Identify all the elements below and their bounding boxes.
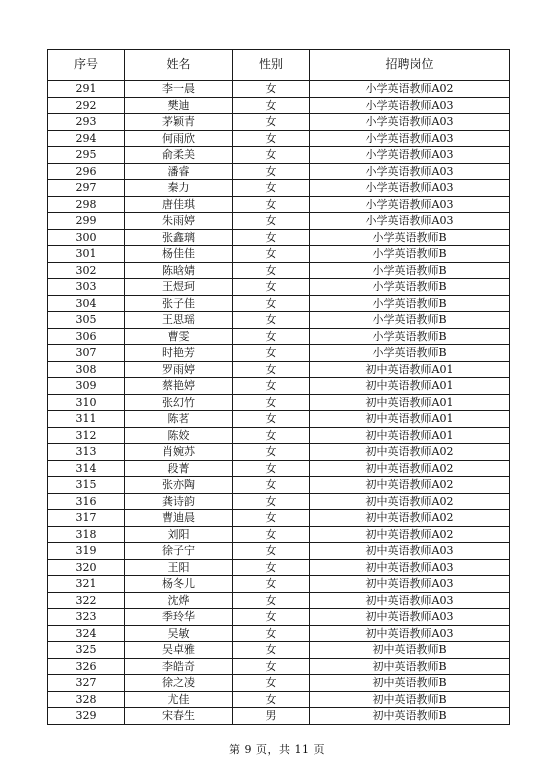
cell-position: 小学英语教师A03 [310, 196, 510, 213]
table-row [48, 81, 510, 98]
cell-position: 小学英语教师B [310, 345, 510, 362]
cell-serial-number: 304 [48, 295, 125, 312]
table-row [48, 493, 510, 510]
cell-serial-number: 316 [48, 493, 125, 510]
cell-name: 俞柔美 [125, 147, 233, 164]
cell-gender: 女 [233, 97, 310, 114]
table-row [48, 576, 510, 593]
cell-serial-number: 315 [48, 477, 125, 494]
cell-name: 李一晨 [125, 81, 233, 98]
cell-serial-number: 327 [48, 675, 125, 692]
cell-gender: 女 [233, 691, 310, 708]
cell-gender: 女 [233, 675, 310, 692]
cell-gender: 女 [233, 444, 310, 461]
table-row [48, 97, 510, 114]
cell-serial-number: 326 [48, 658, 125, 675]
header-position: 招聘岗位 [310, 50, 510, 81]
cell-gender: 女 [233, 394, 310, 411]
cell-gender: 女 [233, 328, 310, 345]
cell-position: 小学英语教师A03 [310, 97, 510, 114]
cell-gender: 女 [233, 295, 310, 312]
cell-serial-number: 328 [48, 691, 125, 708]
table-row [48, 114, 510, 131]
cell-serial-number: 299 [48, 213, 125, 230]
cell-gender: 女 [233, 229, 310, 246]
table-row [48, 592, 510, 609]
cell-serial-number: 311 [48, 411, 125, 428]
cell-gender: 女 [233, 81, 310, 98]
cell-gender: 女 [233, 427, 310, 444]
cell-name: 段菁 [125, 460, 233, 477]
header-gender: 性别 [233, 50, 310, 81]
cell-gender: 女 [233, 345, 310, 362]
table-row [48, 394, 510, 411]
cell-name: 罗雨婷 [125, 361, 233, 378]
cell-name: 蔡艳婷 [125, 378, 233, 395]
table-row [48, 279, 510, 296]
cell-position: 初中英语教师A02 [310, 493, 510, 510]
cell-position: 小学英语教师A03 [310, 147, 510, 164]
table-row [48, 543, 510, 560]
cell-gender: 女 [233, 246, 310, 263]
cell-serial-number: 296 [48, 163, 125, 180]
cell-name: 季玲华 [125, 609, 233, 626]
cell-position: 小学英语教师B [310, 295, 510, 312]
cell-position: 初中英语教师A01 [310, 427, 510, 444]
cell-name: 刘阳 [125, 526, 233, 543]
cell-name: 陈茗 [125, 411, 233, 428]
cell-gender: 女 [233, 592, 310, 609]
cell-gender: 女 [233, 625, 310, 642]
cell-serial-number: 323 [48, 609, 125, 626]
cell-serial-number: 322 [48, 592, 125, 609]
cell-serial-number: 292 [48, 97, 125, 114]
table-row [48, 378, 510, 395]
cell-name: 龚诗韵 [125, 493, 233, 510]
cell-position: 初中英语教师B [310, 675, 510, 692]
cell-gender: 女 [233, 378, 310, 395]
cell-gender: 女 [233, 196, 310, 213]
cell-serial-number: 312 [48, 427, 125, 444]
cell-gender: 女 [233, 477, 310, 494]
table-row [48, 295, 510, 312]
cell-name: 张子佳 [125, 295, 233, 312]
cell-gender: 女 [233, 493, 310, 510]
cell-name: 宋春生 [125, 708, 233, 725]
table-body [48, 81, 510, 725]
cell-gender: 女 [233, 411, 310, 428]
cell-position: 小学英语教师A03 [310, 163, 510, 180]
cell-name: 张鑫璃 [125, 229, 233, 246]
cell-position: 初中英语教师A01 [310, 394, 510, 411]
table-row [48, 411, 510, 428]
cell-position: 小学英语教师A03 [310, 180, 510, 197]
cell-name: 吴敏 [125, 625, 233, 642]
table-row [48, 460, 510, 477]
table-row [48, 642, 510, 659]
cell-gender: 女 [233, 312, 310, 329]
table-row [48, 675, 510, 692]
table-row [48, 147, 510, 164]
table-row [48, 213, 510, 230]
cell-gender: 女 [233, 163, 310, 180]
cell-name: 徐子宁 [125, 543, 233, 560]
cell-gender: 女 [233, 180, 310, 197]
cell-name: 潘睿 [125, 163, 233, 180]
cell-gender: 女 [233, 543, 310, 560]
cell-serial-number: 325 [48, 642, 125, 659]
header-serial-number: 序号 [48, 50, 125, 81]
cell-name: 沈烨 [125, 592, 233, 609]
cell-name: 王思瑶 [125, 312, 233, 329]
cell-position: 初中英语教师A03 [310, 576, 510, 593]
cell-gender: 女 [233, 262, 310, 279]
cell-gender: 女 [233, 559, 310, 576]
cell-name: 何雨欣 [125, 130, 233, 147]
cell-gender: 女 [233, 213, 310, 230]
cell-position: 初中英语教师B [310, 708, 510, 725]
cell-name: 唐佳琪 [125, 196, 233, 213]
cell-gender: 女 [233, 130, 310, 147]
page-footer: 第 9 页，共 11 页 [229, 743, 325, 756]
cell-name: 茅颖青 [125, 114, 233, 131]
cell-serial-number: 324 [48, 625, 125, 642]
cell-serial-number: 293 [48, 114, 125, 131]
table-row [48, 658, 510, 675]
cell-serial-number: 313 [48, 444, 125, 461]
cell-serial-number: 294 [48, 130, 125, 147]
cell-gender: 男 [233, 708, 310, 725]
header-name: 姓名 [125, 50, 233, 81]
cell-name: 王阳 [125, 559, 233, 576]
cell-name: 时艳芳 [125, 345, 233, 362]
cell-gender: 女 [233, 526, 310, 543]
cell-serial-number: 295 [48, 147, 125, 164]
cell-name: 樊迪 [125, 97, 233, 114]
cell-serial-number: 297 [48, 180, 125, 197]
cell-name: 李皓奇 [125, 658, 233, 675]
cell-name: 张幻竹 [125, 394, 233, 411]
cell-position: 初中英语教师A01 [310, 378, 510, 395]
cell-gender: 女 [233, 279, 310, 296]
cell-name: 陈姣 [125, 427, 233, 444]
roster-table [47, 49, 510, 725]
table-row [48, 262, 510, 279]
cell-position: 初中英语教师A01 [310, 361, 510, 378]
cell-serial-number: 306 [48, 328, 125, 345]
cell-position: 小学英语教师B [310, 279, 510, 296]
cell-gender: 女 [233, 510, 310, 527]
cell-serial-number: 308 [48, 361, 125, 378]
cell-position: 初中英语教师A02 [310, 510, 510, 527]
table-header-row [48, 50, 510, 81]
cell-position: 初中英语教师A02 [310, 477, 510, 494]
table-row [48, 625, 510, 642]
table-row [48, 609, 510, 626]
cell-serial-number: 300 [48, 229, 125, 246]
cell-position: 初中英语教师A03 [310, 543, 510, 560]
cell-serial-number: 318 [48, 526, 125, 543]
cell-name: 肖婉苏 [125, 444, 233, 461]
table-row [48, 312, 510, 329]
cell-position: 初中英语教师B [310, 642, 510, 659]
cell-serial-number: 302 [48, 262, 125, 279]
cell-position: 小学英语教师A03 [310, 130, 510, 147]
cell-serial-number: 301 [48, 246, 125, 263]
cell-position: 小学英语教师A03 [310, 213, 510, 230]
cell-gender: 女 [233, 361, 310, 378]
cell-gender: 女 [233, 114, 310, 131]
cell-serial-number: 314 [48, 460, 125, 477]
cell-position: 初中英语教师A03 [310, 559, 510, 576]
cell-name: 徐之凌 [125, 675, 233, 692]
table-row [48, 130, 510, 147]
cell-position: 初中英语教师A02 [310, 526, 510, 543]
cell-position: 初中英语教师A02 [310, 460, 510, 477]
cell-serial-number: 298 [48, 196, 125, 213]
cell-name: 吴卓雅 [125, 642, 233, 659]
table-row [48, 708, 510, 725]
cell-position: 初中英语教师A03 [310, 592, 510, 609]
cell-gender: 女 [233, 576, 310, 593]
cell-serial-number: 291 [48, 81, 125, 98]
cell-position: 小学英语教师A02 [310, 81, 510, 98]
cell-serial-number: 303 [48, 279, 125, 296]
cell-gender: 女 [233, 658, 310, 675]
cell-serial-number: 329 [48, 708, 125, 725]
cell-gender: 女 [233, 460, 310, 477]
table-row [48, 196, 510, 213]
cell-serial-number: 321 [48, 576, 125, 593]
cell-name: 杨冬儿 [125, 576, 233, 593]
cell-name: 张亦陶 [125, 477, 233, 494]
cell-name: 尤佳 [125, 691, 233, 708]
cell-serial-number: 307 [48, 345, 125, 362]
cell-gender: 女 [233, 609, 310, 626]
table-row [48, 444, 510, 461]
cell-position: 小学英语教师B [310, 328, 510, 345]
table-row [48, 691, 510, 708]
cell-name: 杨佳佳 [125, 246, 233, 263]
table-row [48, 328, 510, 345]
cell-name: 曹迪晨 [125, 510, 233, 527]
cell-name: 王煜珂 [125, 279, 233, 296]
table-row [48, 526, 510, 543]
table-row [48, 345, 510, 362]
cell-position: 初中英语教师A03 [310, 609, 510, 626]
table-row [48, 229, 510, 246]
cell-name: 秦力 [125, 180, 233, 197]
cell-position: 初中英语教师A01 [310, 411, 510, 428]
table-row [48, 180, 510, 197]
table-row [48, 427, 510, 444]
cell-position: 初中英语教师A03 [310, 625, 510, 642]
table-row [48, 361, 510, 378]
cell-gender: 女 [233, 147, 310, 164]
cell-position: 小学英语教师B [310, 262, 510, 279]
table-row [48, 559, 510, 576]
cell-serial-number: 319 [48, 543, 125, 560]
cell-position: 初中英语教师A02 [310, 444, 510, 461]
cell-position: 小学英语教师B [310, 312, 510, 329]
cell-serial-number: 320 [48, 559, 125, 576]
cell-name: 朱雨婷 [125, 213, 233, 230]
cell-position: 初中英语教师B [310, 691, 510, 708]
roster-table-container [47, 49, 509, 725]
table-row [48, 163, 510, 180]
cell-gender: 女 [233, 642, 310, 659]
table-row [48, 510, 510, 527]
cell-serial-number: 317 [48, 510, 125, 527]
cell-name: 曹雯 [125, 328, 233, 345]
cell-serial-number: 309 [48, 378, 125, 395]
cell-position: 小学英语教师B [310, 229, 510, 246]
table-row [48, 477, 510, 494]
cell-position: 初中英语教师B [310, 658, 510, 675]
table-row [48, 246, 510, 263]
cell-position: 小学英语教师A03 [310, 114, 510, 131]
cell-serial-number: 305 [48, 312, 125, 329]
cell-serial-number: 310 [48, 394, 125, 411]
cell-name: 陈晗婧 [125, 262, 233, 279]
cell-position: 小学英语教师B [310, 246, 510, 263]
